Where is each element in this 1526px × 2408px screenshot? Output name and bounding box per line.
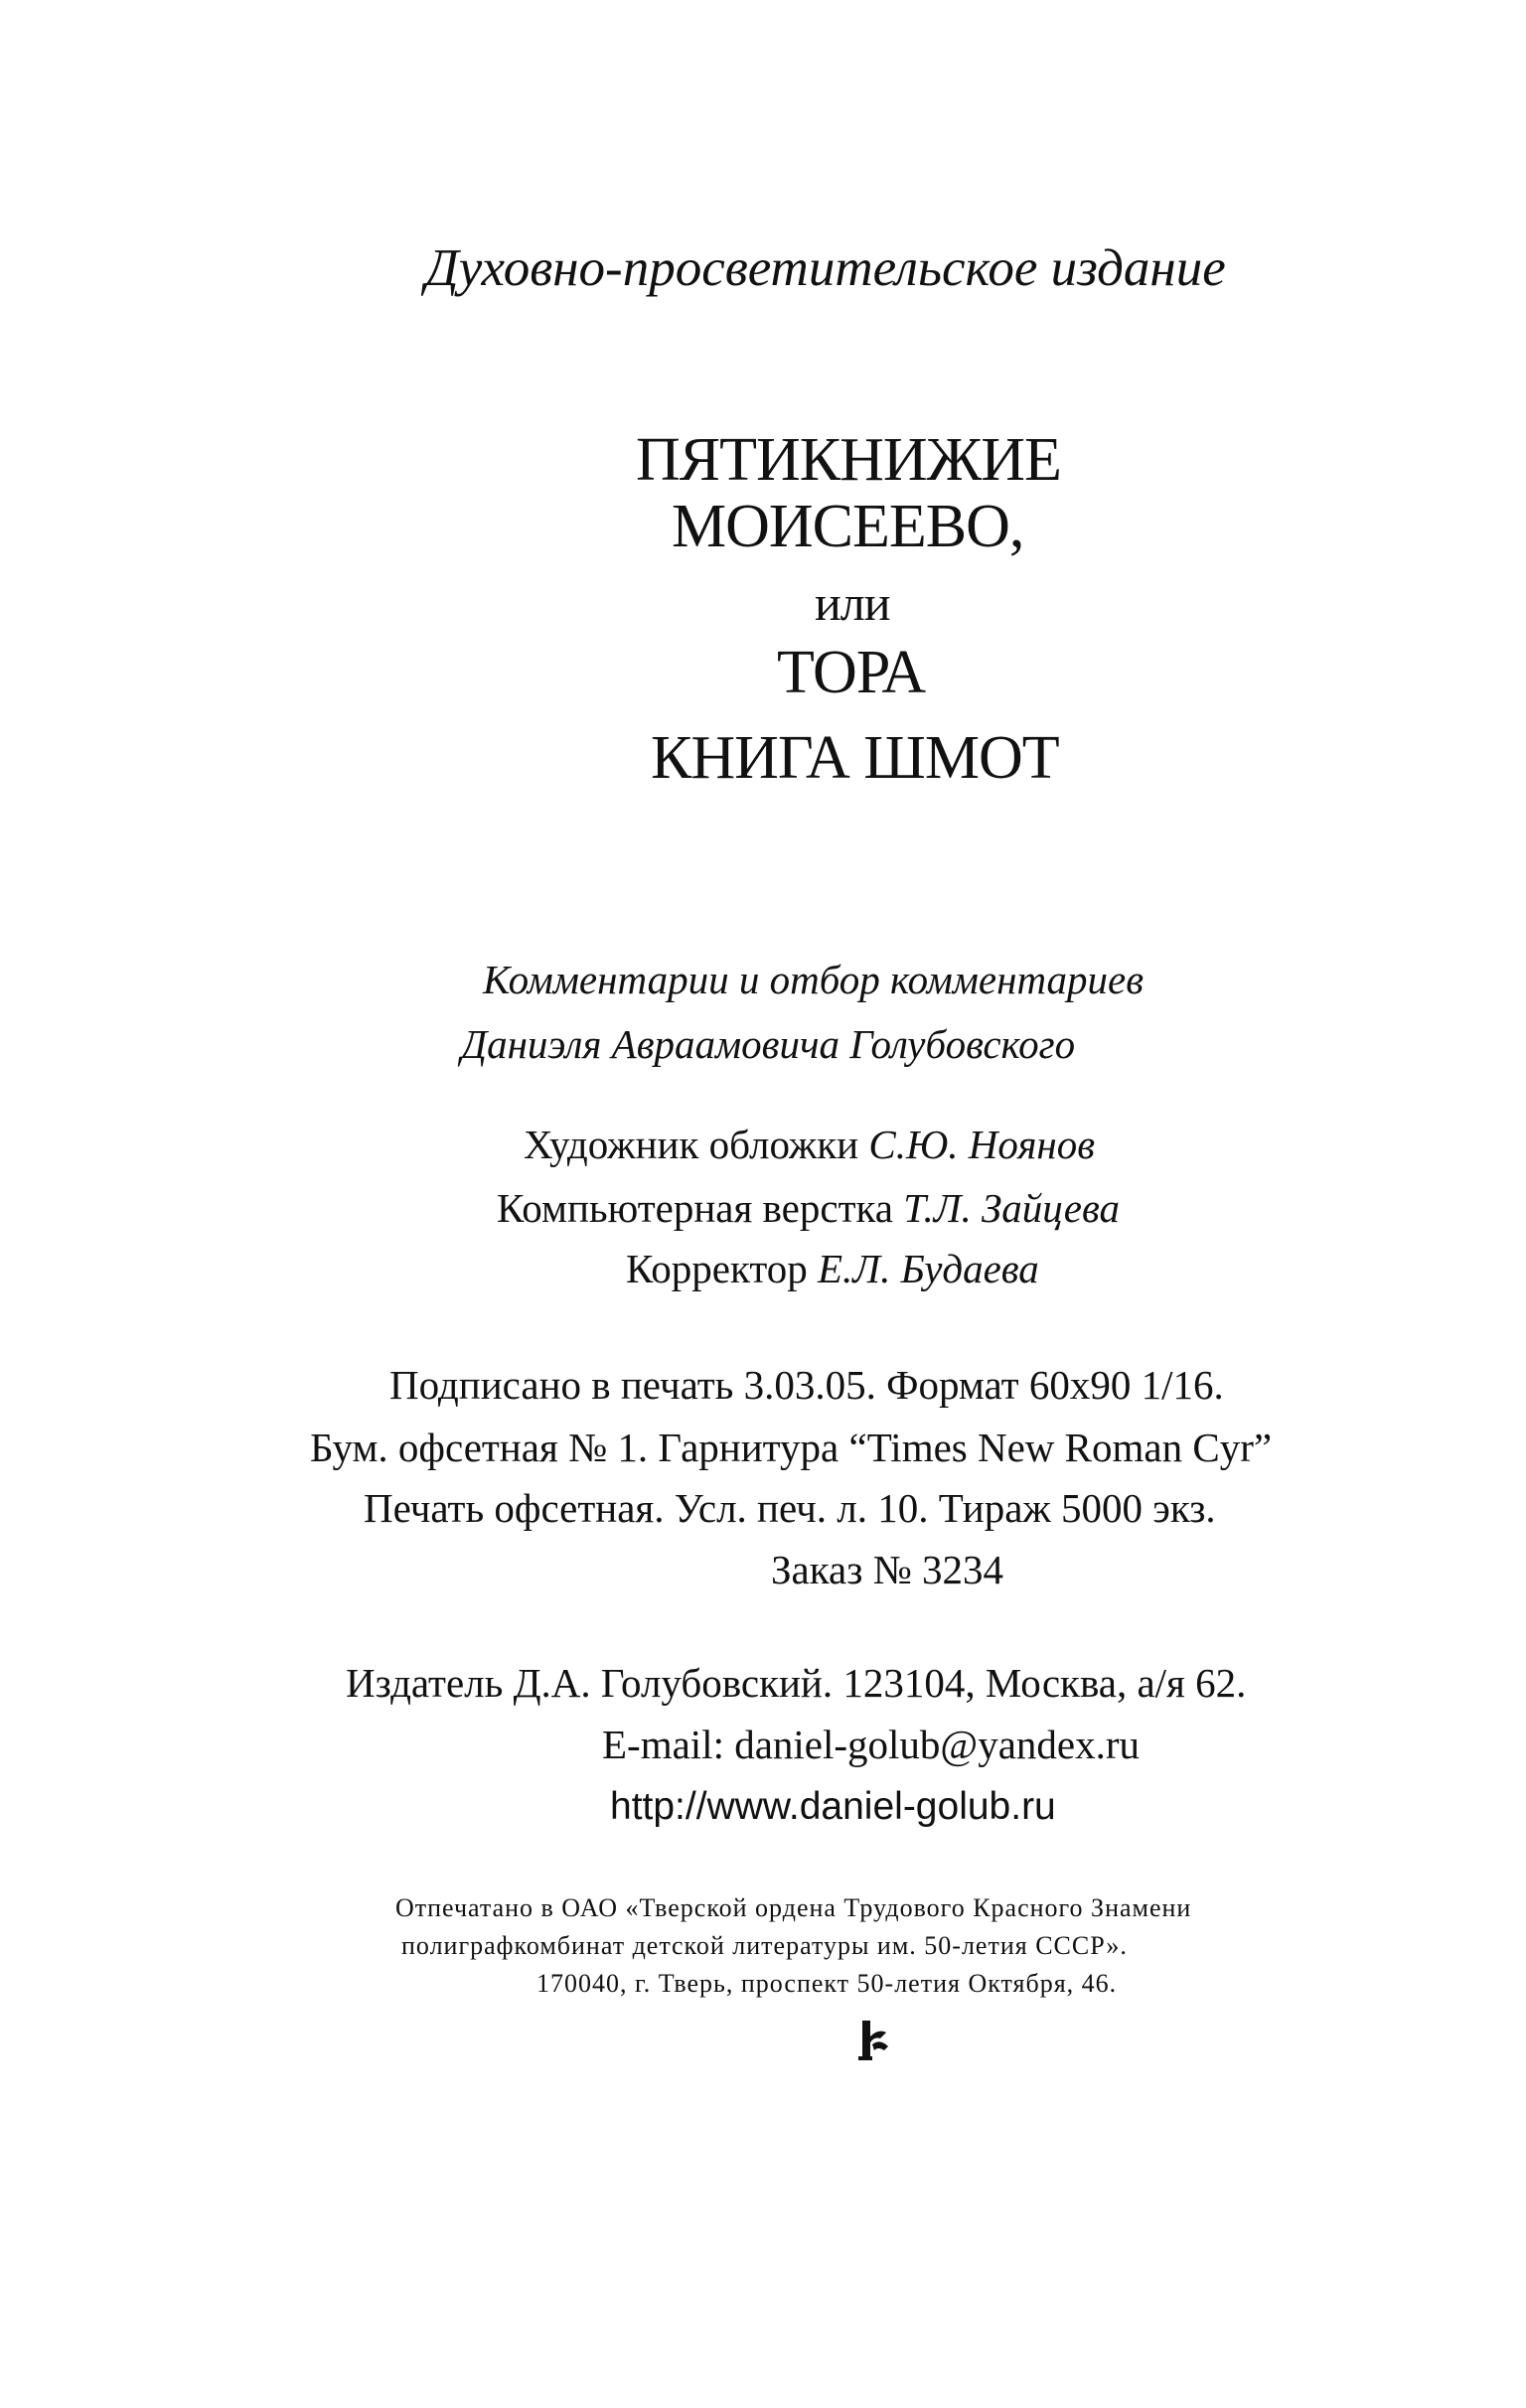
credit-proofreader	[626, 1245, 1039, 1292]
imprint-line-3: Печать офсетная. Усл. печ. л. 10. Тираж 5000 экз.	[364, 1485, 1216, 1531]
credit-role: Корректор	[626, 1246, 808, 1291]
credit-person: Т.Л. Зайцева	[903, 1185, 1121, 1231]
publisher-address: Издатель Д.А. Голубовский. 123104, Москва, а/я 62.	[346, 1660, 1247, 1706]
title-line-1: ПЯТИКНИЖИЕ	[636, 426, 1061, 494]
edition-type: Духовно-просветительское издание	[425, 239, 1226, 297]
credit-role: Компьютерная верстка	[497, 1185, 893, 1231]
title-conjunction: или	[815, 575, 890, 631]
imprint-order-number: Заказ № 3234	[771, 1547, 1004, 1592]
printer-line-3: 170040, г. Тверь, проспект 50-летия Октября, 46.	[536, 1969, 1118, 1998]
credit-layout	[497, 1184, 1120, 1232]
publisher-email: E-mail: daniel-golub@yandex.ru	[602, 1722, 1140, 1767]
credit-role: Художник обложки	[524, 1122, 859, 1167]
credit-person: С.Ю. Ноянов	[868, 1122, 1096, 1167]
credit-person: Е.Л. Будаева	[818, 1246, 1039, 1291]
commentary-line-1: Комментарии и отбор комментариев	[483, 957, 1144, 1002]
printer-logo-icon	[856, 2017, 892, 2062]
imprint-line-2: Бум. офсетная № 1. Гарнитура “Times New Roman Cyr”	[310, 1425, 1273, 1470]
commentary-line-2: Даниэля Авраамовича Голубовского	[461, 1021, 1076, 1067]
publisher-website[interactable]: http://www.daniel-golub.ru	[610, 1785, 1056, 1828]
title-line-2: МОИСЕЕВО,	[672, 493, 1024, 560]
title-line-5: КНИГА ШМОТ	[651, 724, 1059, 792]
printer-line-1: Отпечатано в ОАО «Тверской ордена Трудового Красного Знамени	[395, 1893, 1192, 1922]
imprint-line-1: Подписано в печать 3.03.05. Формат 60x90 1/16.	[389, 1362, 1224, 1408]
title-line-4: ТОРА	[777, 639, 926, 706]
printer-line-2: полиграфкомбинат детской литературы им. 50-летия СССР».	[401, 1931, 1128, 1960]
credit-cover-artist	[524, 1121, 1095, 1168]
